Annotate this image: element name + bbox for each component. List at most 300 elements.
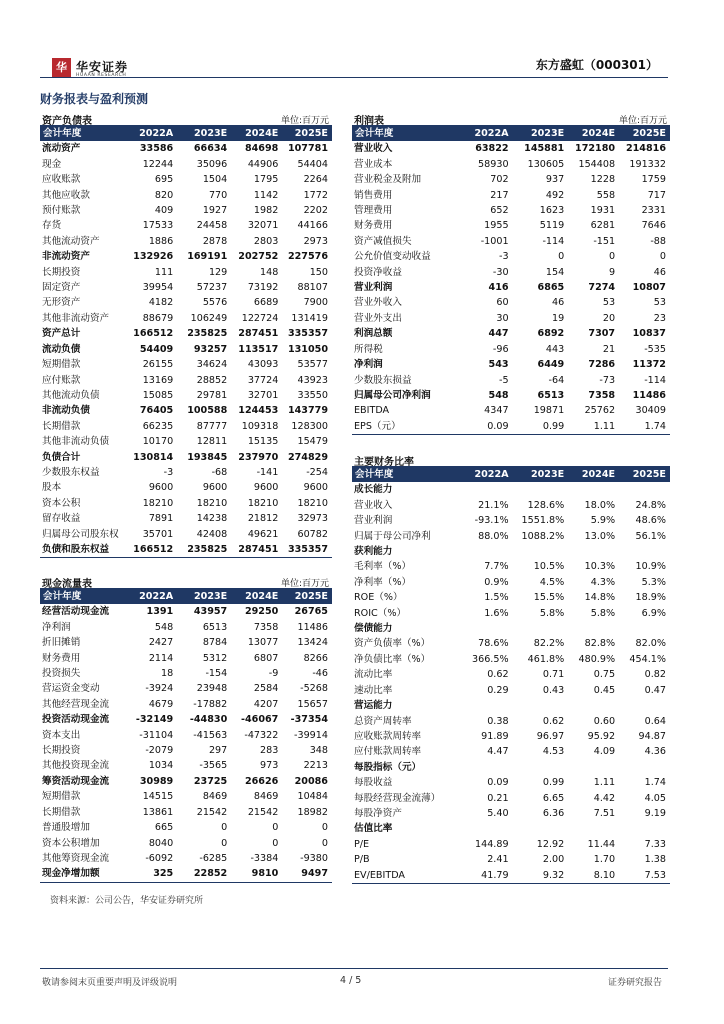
cell-value: 1931: [590, 205, 616, 217]
table-row: [40, 542, 332, 558]
row-label: 非流动负债: [42, 405, 90, 417]
row-label: 营业利润: [354, 515, 393, 527]
cell-value: 5.8%: [539, 607, 565, 619]
row-label: 普通股增加: [42, 822, 90, 834]
cell-value: 8266: [303, 652, 328, 664]
table-row: [352, 172, 670, 187]
table-row: [40, 295, 332, 310]
header-year: 2024E: [231, 589, 282, 604]
cell-value: -39914: [294, 729, 328, 741]
table-row: [352, 698, 670, 713]
cell-value: 18210: [196, 497, 228, 509]
table-row: [40, 311, 332, 326]
cell-value: 10170: [142, 436, 174, 448]
cell-value: 15085: [142, 389, 174, 401]
cell-value: 416: [488, 282, 509, 294]
cell-value: 191332: [629, 158, 666, 170]
table-row: [40, 157, 332, 172]
cell-value: 0.09: [463, 419, 512, 435]
row-label: 无形资产: [42, 297, 81, 309]
cell-value: 7646: [641, 220, 666, 232]
cell-value: 4.5%: [539, 576, 565, 588]
table-row: [40, 357, 332, 372]
row-label: 其他流动负债: [42, 389, 100, 401]
cell-value: -44830: [189, 714, 228, 726]
row-label: 投资活动现金流: [42, 714, 110, 726]
cell-value: 29250: [244, 606, 279, 618]
cell-value: 0: [558, 251, 565, 263]
row-label: 速动比率: [354, 684, 393, 696]
cell-value: 122724: [241, 312, 279, 324]
table-row: [352, 326, 670, 341]
cell-value: 29781: [196, 389, 228, 401]
table-row: [40, 511, 332, 526]
cell-value: -114: [644, 374, 666, 386]
row-label: 应收账款周转率: [354, 730, 422, 742]
cell-value: 14515: [142, 791, 174, 803]
table-row: [352, 388, 670, 403]
cell-value: 1.5%: [484, 592, 509, 604]
cell-value: 13169: [142, 374, 174, 386]
table-row: [40, 604, 332, 619]
cell-value: [568, 698, 619, 713]
cell-value: 12811: [196, 436, 228, 448]
row-label: 少数股东权益: [42, 466, 100, 478]
table-row: [352, 590, 670, 605]
cell-value: 15657: [297, 698, 328, 710]
table-row: [352, 482, 670, 497]
cell-value: 95.92: [587, 730, 616, 742]
row-label: 财务费用: [42, 652, 81, 664]
table-row: [40, 496, 332, 511]
balance-title: 资产负债表: [42, 116, 92, 127]
cell-value: 39954: [142, 282, 174, 294]
cell-value: [619, 544, 670, 559]
cell-value: 21542: [196, 806, 228, 818]
cell-value: 166512: [133, 328, 174, 340]
table-row: [352, 621, 670, 636]
cell-value: 46: [552, 297, 565, 309]
cell-value: 4.36: [644, 746, 666, 758]
cell-value: 7307: [588, 328, 616, 340]
cell-value: [513, 821, 569, 836]
logo-text: 华安证券: [76, 60, 129, 74]
table-row: [40, 712, 332, 727]
cell-value: 41.79: [463, 868, 512, 884]
cell-value: 7891: [148, 513, 174, 525]
table-row: [352, 529, 670, 544]
cell-value: 0.71: [542, 669, 565, 681]
table-row: [352, 868, 670, 884]
cell-value: 132926: [133, 251, 174, 263]
cell-value: 43093: [247, 359, 279, 371]
cell-value: 0: [272, 837, 279, 849]
cell-value: -2079: [145, 745, 174, 757]
row-label: 其他应收款: [42, 189, 90, 201]
cell-value: 558: [596, 189, 616, 201]
header-year: 2025E: [282, 126, 332, 141]
row-label: 固定资产: [42, 282, 81, 294]
cell-value: 10484: [297, 791, 328, 803]
row-label: 资产总计: [42, 328, 81, 340]
cell-value: 0.60: [593, 715, 616, 727]
cell-value: 202752: [238, 251, 279, 263]
row-label: 营业外支出: [354, 312, 402, 324]
table-row: [352, 559, 670, 574]
table-row: [352, 403, 670, 418]
row-label: 每股收益: [354, 777, 393, 789]
row-label: 经营活动现金流: [42, 606, 110, 618]
row-label: 资产减值损失: [354, 235, 412, 247]
cell-value: 235825: [187, 328, 228, 340]
table-row: [40, 403, 332, 418]
cell-value: 9.32: [513, 868, 569, 884]
cell-value: -9380: [300, 852, 328, 864]
cell-value: -47322: [244, 729, 279, 741]
cell-value: 82.0%: [635, 638, 666, 650]
cell-value: 9.19: [644, 807, 666, 819]
cell-value: 1772: [303, 189, 328, 201]
cell-value: -254: [306, 466, 328, 478]
header-year: 2025E: [619, 467, 670, 482]
cell-value: 26155: [142, 359, 174, 371]
cell-value: 113517: [238, 343, 279, 355]
table-row: [40, 450, 332, 465]
cell-value: 0: [321, 837, 328, 849]
cell-value: 42408: [196, 528, 228, 540]
cell-value: -3924: [145, 683, 174, 695]
row-label: 净利润: [354, 359, 383, 371]
header-year: 2023E: [513, 126, 569, 141]
row-label: 投资损失: [42, 668, 81, 680]
cell-value: 111: [154, 266, 174, 278]
table-row: [352, 575, 670, 590]
cell-value: 145881: [524, 143, 565, 155]
cell-value: 24.8%: [635, 499, 666, 511]
stock-title: 东方盛虹（000301）: [535, 58, 658, 72]
cell-value: 9600: [202, 482, 228, 494]
cell-value: 217: [490, 189, 509, 201]
cell-value: 1.74: [619, 419, 670, 435]
row-label: 销售费用: [354, 189, 393, 201]
cell-value: 2202: [303, 205, 328, 217]
cell-value: 9497: [282, 866, 332, 882]
cell-value: 172180: [575, 143, 616, 155]
cell-value: 66634: [193, 143, 228, 155]
logo-mark-icon: 华: [52, 58, 71, 77]
cell-value: 49621: [247, 528, 279, 540]
cell-value: 21.1%: [478, 499, 509, 511]
header-year: 2022A: [463, 126, 512, 141]
header-year: 2025E: [282, 589, 332, 604]
row-label: 毛利率（%）: [354, 561, 412, 573]
cell-value: -37354: [290, 714, 328, 726]
row-label: 归属母公司净利润: [354, 389, 431, 401]
cell-value: 695: [154, 174, 174, 186]
cell-value: [463, 482, 512, 497]
cell-value: -46: [312, 668, 328, 680]
cashflow-title: 现金流量表: [42, 579, 92, 590]
cell-value: 6892: [537, 328, 565, 340]
cell-value: 32701: [247, 389, 279, 401]
cell-value: 0.47: [644, 684, 666, 696]
cell-value: 14238: [196, 513, 228, 525]
cell-value: 10.3%: [584, 561, 616, 573]
balance-unit: 单位:百万元: [280, 116, 329, 126]
cell-value: 7274: [588, 282, 616, 294]
cell-value: 12.92: [536, 838, 565, 850]
cell-value: [513, 621, 569, 636]
cell-value: [568, 760, 619, 775]
cashflow-statement: [40, 574, 332, 883]
table-row: [352, 852, 670, 867]
row-label: 净负债比率（%）: [354, 653, 431, 665]
cell-value: 12244: [142, 158, 174, 170]
cell-value: 1391: [146, 606, 174, 618]
cell-value: -9: [268, 668, 279, 680]
row-label: 负债合计: [42, 451, 81, 463]
cell-value: 13861: [142, 806, 174, 818]
row-label: 营运能力: [354, 700, 393, 712]
row-label: 留存收益: [42, 513, 81, 525]
cashflow-unit: 单位:百万元: [280, 579, 329, 589]
row-label: 其他非流动资产: [42, 312, 110, 324]
cell-value: 60782: [297, 528, 328, 540]
cell-value: 78.6%: [478, 638, 509, 650]
table-row: [352, 373, 670, 388]
cell-value: 9600: [253, 482, 279, 494]
row-label: 营运资金变动: [42, 683, 100, 695]
table-row: [40, 265, 332, 280]
cell-value: 143779: [287, 405, 328, 417]
cell-value: 93257: [193, 343, 228, 355]
table-row: [352, 218, 670, 233]
cell-value: 57237: [196, 282, 228, 294]
cell-value: 702: [490, 174, 509, 186]
cell-value: 94.87: [638, 730, 666, 742]
row-label: 短期借款: [42, 791, 81, 803]
cell-value: 820: [154, 189, 174, 201]
row-label: P/B: [354, 854, 370, 866]
cell-value: 409: [154, 205, 174, 217]
cell-value: -535: [644, 343, 666, 355]
table-row: [40, 697, 332, 712]
table-row: [40, 866, 332, 882]
cell-value: -31104: [139, 729, 174, 741]
cell-value: 82.8%: [584, 638, 616, 650]
row-label: 应收账款: [42, 174, 81, 186]
cell-value: 1142: [253, 189, 279, 201]
header-year: 2022A: [131, 589, 178, 604]
cell-value: 2331: [641, 205, 666, 217]
row-label: 其他投资现金流: [42, 760, 110, 772]
cell-value: 0.45: [593, 684, 616, 696]
cell-value: 283: [260, 745, 279, 757]
cell-value: 24458: [196, 220, 228, 232]
cell-value: 5.40: [487, 807, 509, 819]
cell-value: 0.62: [542, 715, 565, 727]
section-title: 财务报表与盈利预测: [40, 92, 149, 106]
row-label: 营业税金及附加: [354, 174, 422, 186]
cell-value: 937: [545, 174, 565, 186]
page-header: [40, 52, 668, 78]
row-label: 流动资产: [42, 143, 81, 155]
table-row: [40, 388, 332, 403]
cell-value: 7.53: [619, 868, 670, 884]
cell-value: 21: [602, 343, 616, 355]
table-row: [352, 791, 670, 806]
cell-value: 30: [496, 312, 509, 324]
cell-value: 1.11: [593, 777, 616, 789]
cell-value: 2114: [148, 652, 174, 664]
cell-value: 235825: [177, 542, 231, 558]
cell-value: 8469: [202, 791, 228, 803]
cell-value: 5576: [202, 297, 228, 309]
cell-value: 6513: [537, 389, 565, 401]
table-row: [40, 666, 332, 681]
cell-value: 4.42: [593, 792, 616, 804]
row-label: 应付账款: [42, 374, 81, 386]
cell-value: 5312: [202, 652, 228, 664]
table-row: [352, 683, 670, 698]
cell-value: 13.0%: [584, 530, 616, 542]
cell-value: 7358: [253, 621, 279, 633]
cell-value: 148: [260, 266, 279, 278]
cell-value: 10.9%: [635, 561, 666, 573]
cell-value: 7286: [588, 359, 616, 371]
cell-value: 18210: [297, 497, 328, 509]
report-type: 证券研究报告: [607, 978, 662, 988]
cell-value: 33586: [139, 143, 174, 155]
cell-value: 17533: [142, 220, 174, 232]
table-row: [40, 836, 332, 851]
header-year: 2025E: [619, 126, 670, 141]
table-row: [352, 498, 670, 513]
cell-value: 0.62: [487, 669, 509, 681]
cell-value: -17882: [193, 698, 228, 710]
ratios-title: 主要财务比率: [354, 457, 414, 468]
table-row: [40, 805, 332, 820]
table-row: [40, 620, 332, 635]
cell-value: 18210: [247, 497, 279, 509]
cell-value: 154: [545, 266, 565, 278]
table-row: [40, 234, 332, 249]
cell-value: 106249: [190, 312, 228, 324]
cell-value: 6513: [202, 621, 228, 633]
table-row: [352, 821, 670, 836]
cell-value: 8040: [148, 837, 174, 849]
page-number: 4 / 5: [340, 975, 362, 986]
cell-value: 63822: [475, 143, 509, 155]
cell-value: 9: [608, 266, 616, 278]
cell-value: 2427: [148, 637, 174, 649]
row-label: 非流动资产: [42, 251, 90, 263]
table-row: [352, 513, 670, 528]
table-row: [352, 234, 670, 249]
row-label: 净利率（%）: [354, 576, 412, 588]
cell-value: 7900: [303, 297, 328, 309]
cell-value: [568, 621, 619, 636]
cell-value: 6689: [253, 297, 279, 309]
income-statement: [352, 111, 670, 435]
table-row: [40, 480, 332, 495]
row-label: EPS（元）: [352, 419, 463, 435]
cell-value: [513, 482, 569, 497]
cell-value: 11486: [632, 389, 666, 401]
cell-value: 0.99: [542, 777, 565, 789]
cell-value: 14.8%: [584, 592, 616, 604]
cell-value: 6.9%: [641, 607, 666, 619]
cashflow-table: [40, 589, 332, 883]
row-label: 存货: [42, 220, 62, 232]
cell-value: 1.38: [644, 854, 666, 866]
row-label: 其他筹资现金流: [42, 852, 110, 864]
cell-value: 8784: [202, 637, 228, 649]
header-year: 2024E: [568, 126, 619, 141]
cell-value: 287451: [231, 542, 282, 558]
cell-value: 18.0%: [584, 499, 616, 511]
cell-value: 0.43: [542, 684, 565, 696]
row-label: 偿债能力: [354, 623, 393, 635]
cell-value: 0.75: [593, 669, 616, 681]
cell-value: 454.1%: [629, 653, 666, 665]
cell-value: [463, 698, 512, 713]
row-label: 资产负债率（%）: [354, 638, 431, 650]
cell-value: -5268: [300, 683, 328, 695]
cell-value: 60: [496, 297, 509, 309]
cell-value: 11486: [297, 621, 328, 633]
header-label: 会计年度: [352, 126, 463, 141]
cell-value: 2973: [303, 235, 328, 247]
cell-value: -114: [542, 235, 565, 247]
company-logo: [52, 58, 192, 80]
table-header-row: [352, 126, 670, 141]
cell-value: 9810: [231, 866, 282, 882]
row-label: 所得税: [354, 343, 383, 355]
row-label: 股本: [42, 482, 62, 494]
table-row: [352, 714, 670, 729]
row-label: ROE（%）: [354, 592, 403, 604]
cell-value: 13424: [297, 637, 328, 649]
cell-value: 15.5%: [533, 592, 565, 604]
cell-value: 214816: [625, 143, 666, 155]
row-label: EBITDA: [354, 405, 390, 417]
cell-value: 124453: [238, 405, 279, 417]
cell-value: 13077: [247, 637, 279, 649]
table-row: [40, 342, 332, 357]
cell-value: 66235: [142, 420, 174, 432]
cell-value: 7.51: [593, 807, 616, 819]
disclaimer-link[interactable]: 敬请参阅末页重要声明及评级说明: [42, 978, 178, 988]
cell-value: 4207: [253, 698, 279, 710]
row-label: 其他流动资产: [42, 235, 100, 247]
cell-value: 366.5%: [471, 653, 509, 665]
cell-value: 1982: [253, 205, 279, 217]
cell-value: 32973: [297, 513, 328, 525]
cell-value: [463, 621, 512, 636]
cell-value: 7358: [588, 389, 616, 401]
cell-value: 1886: [148, 235, 174, 247]
row-label: 折旧摊销: [42, 637, 81, 649]
table-row: [40, 373, 332, 388]
cell-value: 21542: [247, 806, 279, 818]
row-label: P/E: [354, 838, 370, 850]
cell-value: [463, 821, 512, 836]
cell-value: 56.1%: [635, 530, 666, 542]
row-label: 短期借款: [42, 359, 81, 371]
table-row: [352, 744, 670, 759]
table-row: [352, 775, 670, 790]
